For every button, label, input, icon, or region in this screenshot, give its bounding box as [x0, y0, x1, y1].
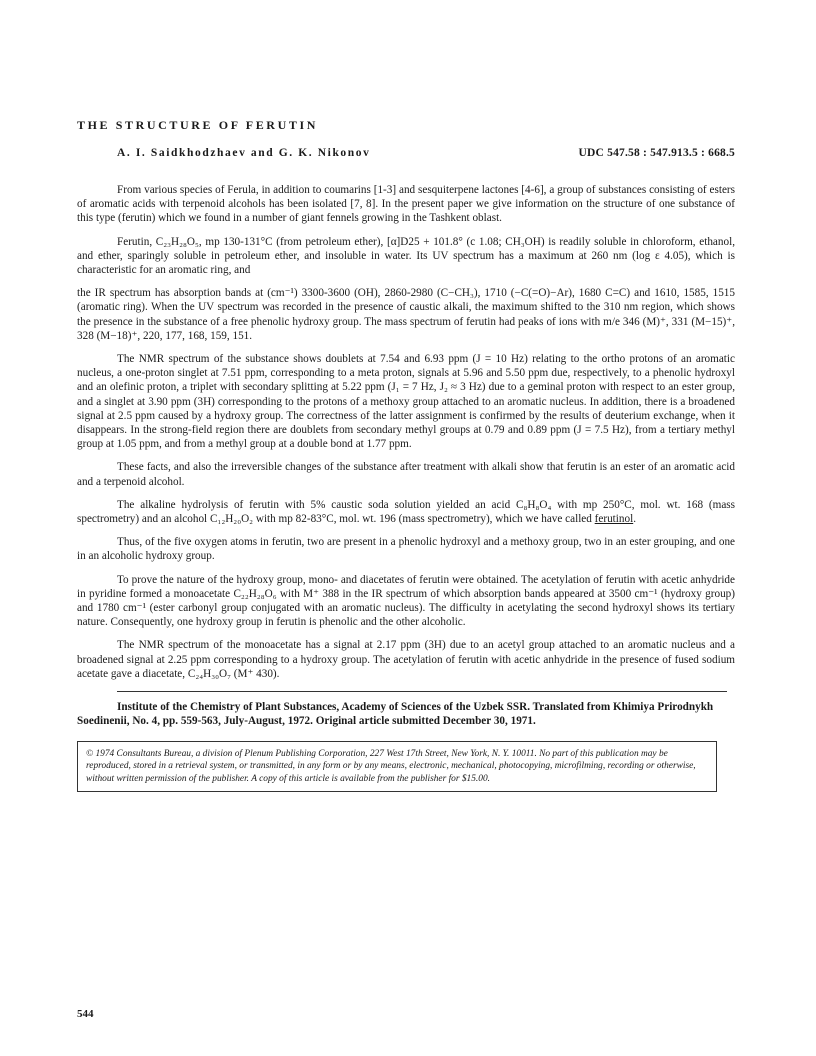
paragraph-hydrolysis: [77, 498, 735, 526]
paragraph-ir-spectrum: the IR spectrum has absorption bands at (cm⁻¹) 3300-3600 (OH), 2860-2980 (C−CH₃), 1710 (−C(=O)−Ar), 1680 C=C) and 1610, 1585, 1515 (aromatic ring). When the UV spectrum was recorded in the presence of caustic alkali, the maximum shifted to the 310 nm region, which shows the presence in the substance of a free phenolic hydroxy group. The mass spectrum of ferutin had peaks of ions with m/e 346 (M)⁺, 331 (M−15)⁺, 328 (M−18)⁺, 220, 177, 168, 159, 151.: [77, 287, 735, 342]
page-number: 544: [77, 1008, 94, 1020]
paragraph-nmr: The NMR spectrum of the substance shows doublets at 7.54 and 6.93 ppm (J = 10 Hz) relating to the ortho protons of an aromatic nucleus, a one-proton singlet at 7.51 ppm, corresponding to a meta proton, signals at 5.96 and 5.50 ppm due, respectively, to a phenolic hydroxyl and an olefinic proton, a triplet with secondary splitting at 5.22 ppm (J₁ = 7 Hz, J₂ ≈ 3 Hz) due to a geminal proton with respect to an ester group, and a singlet at 3.90 ppm (3H) corresponding to the protons of a methoxy group attached to an aromatic nucleus. In addition, there is a broadened signal at 2.5 ppm caused by a hydroxy group. The correctness of the latter assignment is confirmed by the results of deuterium exchange, when it disappears. In the strong-field region there are doublets from secondary methyl groups at 0.79 and 0.89 ppm (J = 7.5 Hz), from a tertiary methyl group at 1.05 ppm, and from a methyl group at a double bond at 1.77 ppm.: [77, 353, 735, 451]
paragraph-acetylation: To prove the nature of the hydroxy group, mono- and diacetates of ferutin were obtained. The acetylation of ferutin with acetic anhydride in pyridine formed a monoacetate C₂₂H₂₈O₆ with M⁺ 388 in the IR spectrum of which absorption bands appeared at 3500 cm⁻¹ (hydroxy group) and 1780 cm⁻¹ (ester carbonyl group conjugated with an aromatic nucleus). The difficulty in acetylating the second hydroxyl shows its tertiary nature. Consequently, one hydroxy group in ferutin is phenolic and the other alcoholic.: [77, 573, 735, 629]
footnote-rule: [117, 691, 727, 692]
article-body: [77, 183, 735, 681]
paragraph-facts: These facts, and also the irreversible changes of the substance after treatment with alkali show that ferutin is an ester of an aromatic acid and a terpenoid alcohol.: [77, 461, 735, 488]
hydrolysis-text: The alkaline hydrolysis of ferutin with 5% caustic soda solution yielded an acid C₈H₈O₄ with mp 250°C, mol. wt. 168 (mass spectrometry) and an alcohol C₁₂H₂₀O₂ with mp 82-83°C, mol. wt. 196 (mass spectrometry), which we have called: [77, 498, 735, 526]
copyright-box: © 1974 Consultants Bureau, a division of Plenum Publishing Corporation, 227 West 17th Street, New York, N. Y. 10011. No part of this publication may be reproduced, stored in a retrieval system, or transmitted, in any form or by any means, electronic, mechanical, photocopying, microfilming, recording or otherwise, without written permission of the publisher. A copy of this article is available from the publisher for $15.00.: [77, 741, 717, 793]
paragraph-monoacetate-nmr: The NMR spectrum of the monoacetate has a signal at 2.17 ppm (3H) due to an acetyl group attached to an aromatic nucleus and a broadened signal at 2.25 ppm corresponding to a hydroxy group. The acetylation of ferutin with acetic anhydride in the presence of fused sodium acetate gave a diacetate, C₂₄H₃₀O₇ (M⁺ 430).: [77, 639, 735, 680]
page: [77, 118, 735, 792]
hydrolysis-end: .: [633, 513, 636, 526]
paragraph-oxygen-atoms: Thus, of the five oxygen atoms in ferutin, two are present in a phenolic hydroxyl and a methoxy group, two in an ester grouping, and one in an alcoholic hydroxy group.: [77, 536, 735, 563]
byline: [77, 147, 735, 159]
ferutinol-term: ferutinol: [594, 513, 634, 526]
affiliation-footnote: Institute of the Chemistry of Plant Substances, Academy of Sciences of the Uzbek SSR. Translated from Khimiya Prirodnykh Soedinenii, No. 4, pp. 559-563, July-August, 1972. Original article submitted December 30, 1971.: [77, 701, 714, 728]
udc-code: UDC 547.58 : 547.913.5 : 668.5: [578, 147, 735, 159]
paragraph-intro: From various species of Ferula, in addition to coumarins [1-3] and sesquiterpene lactones [4-6], a group of substances consisting of esters of aromatic acids with terpenoid alcohols has been isolated [7, 8]. In the present paper we give information on the structure of one substance of this type (ferutin) which we found in a number of giant fennels growing in the Tashkent oblast.: [77, 184, 735, 225]
authors: A. I. Saidkhodzhaev and G. K. Nikonov: [117, 147, 371, 159]
article-title: THE STRUCTURE OF FERUTIN: [77, 118, 318, 132]
paragraph-ferutin-properties: Ferutin, C₂₃H₂₈O₅, mp 130-131°C (from petroleum ether), [α]D25 + 101.8° (c 1.08; CH₃OH) is readily soluble in chloroform, ethanol, and ether, sparingly soluble in petroleum ether, and insoluble in water. Its UV spectrum has a maximum at 260 nm (log ε 4.05), which is characteristic for an aromatic ring, and: [77, 235, 735, 277]
